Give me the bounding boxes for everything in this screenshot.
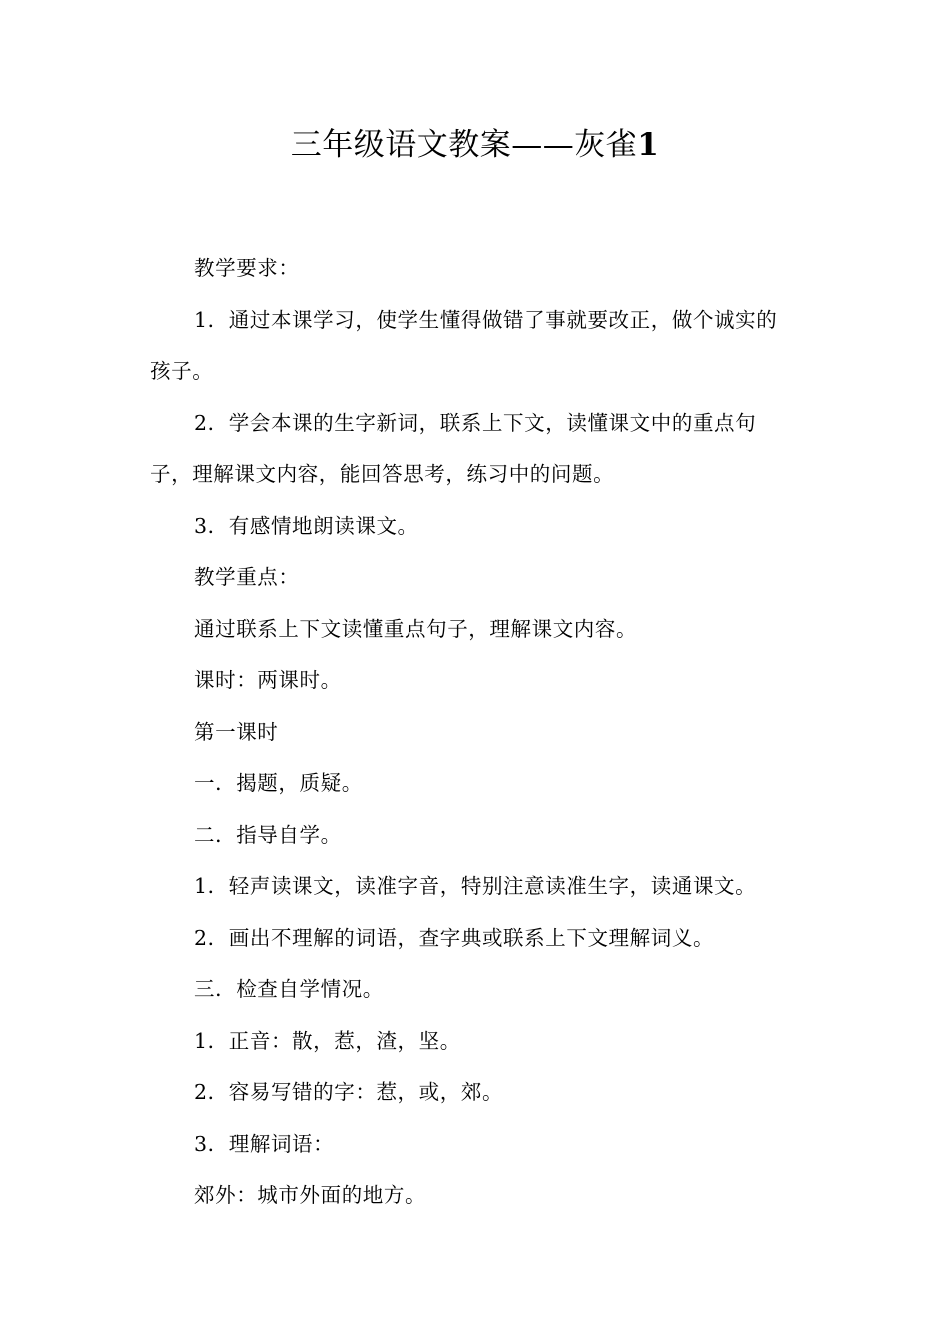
paragraph: 1．正音：散，惹，渣，坚。 <box>194 1028 461 1053</box>
paragraph: 郊外：城市外面的地方。 <box>194 1183 427 1207</box>
paragraph: 3．理解词语： <box>194 1131 335 1156</box>
paragraph: 课时：两课时。 <box>194 668 342 692</box>
paragraph: 2．画出不理解的词语，查字典或联系上下文理解词义。 <box>194 925 715 950</box>
title-text: 三年级语文教案——灰雀 <box>290 127 638 163</box>
section-heading-first-lesson: 第一课时 <box>194 719 279 744</box>
title-number: 1 <box>637 127 660 163</box>
section-heading-requirements: 教学要求： <box>194 256 300 280</box>
paragraph: 3．有感情地朗读课文。 <box>194 513 419 538</box>
document-body <box>150 243 790 1222</box>
document-title <box>0 122 950 168</box>
paragraph: 通过联系上下文读懂重点句子，理解课文内容。 <box>194 616 638 641</box>
paragraph: 一．揭题，质疑。 <box>194 771 363 795</box>
paragraph: 1．通过本课学习，使学生懂得做错了事就要改正，做个诚实的孩子。 <box>150 307 778 383</box>
section-heading-focus: 教学重点： <box>194 565 300 589</box>
paragraph: 2．容易写错的字：惹，或，郊。 <box>194 1080 504 1104</box>
paragraph: 三．检查自学情况。 <box>194 977 384 1001</box>
paragraph: 1．轻声读课文，读准字音，特别注意读准生字，读通课文。 <box>194 874 757 898</box>
paragraph: 2．学会本课的生字新词，联系上下文，读懂课文中的重点句子，理解课文内容，能回答思考，练习中的问题。 <box>150 410 757 486</box>
paragraph: 二．指导自学。 <box>194 822 342 847</box>
